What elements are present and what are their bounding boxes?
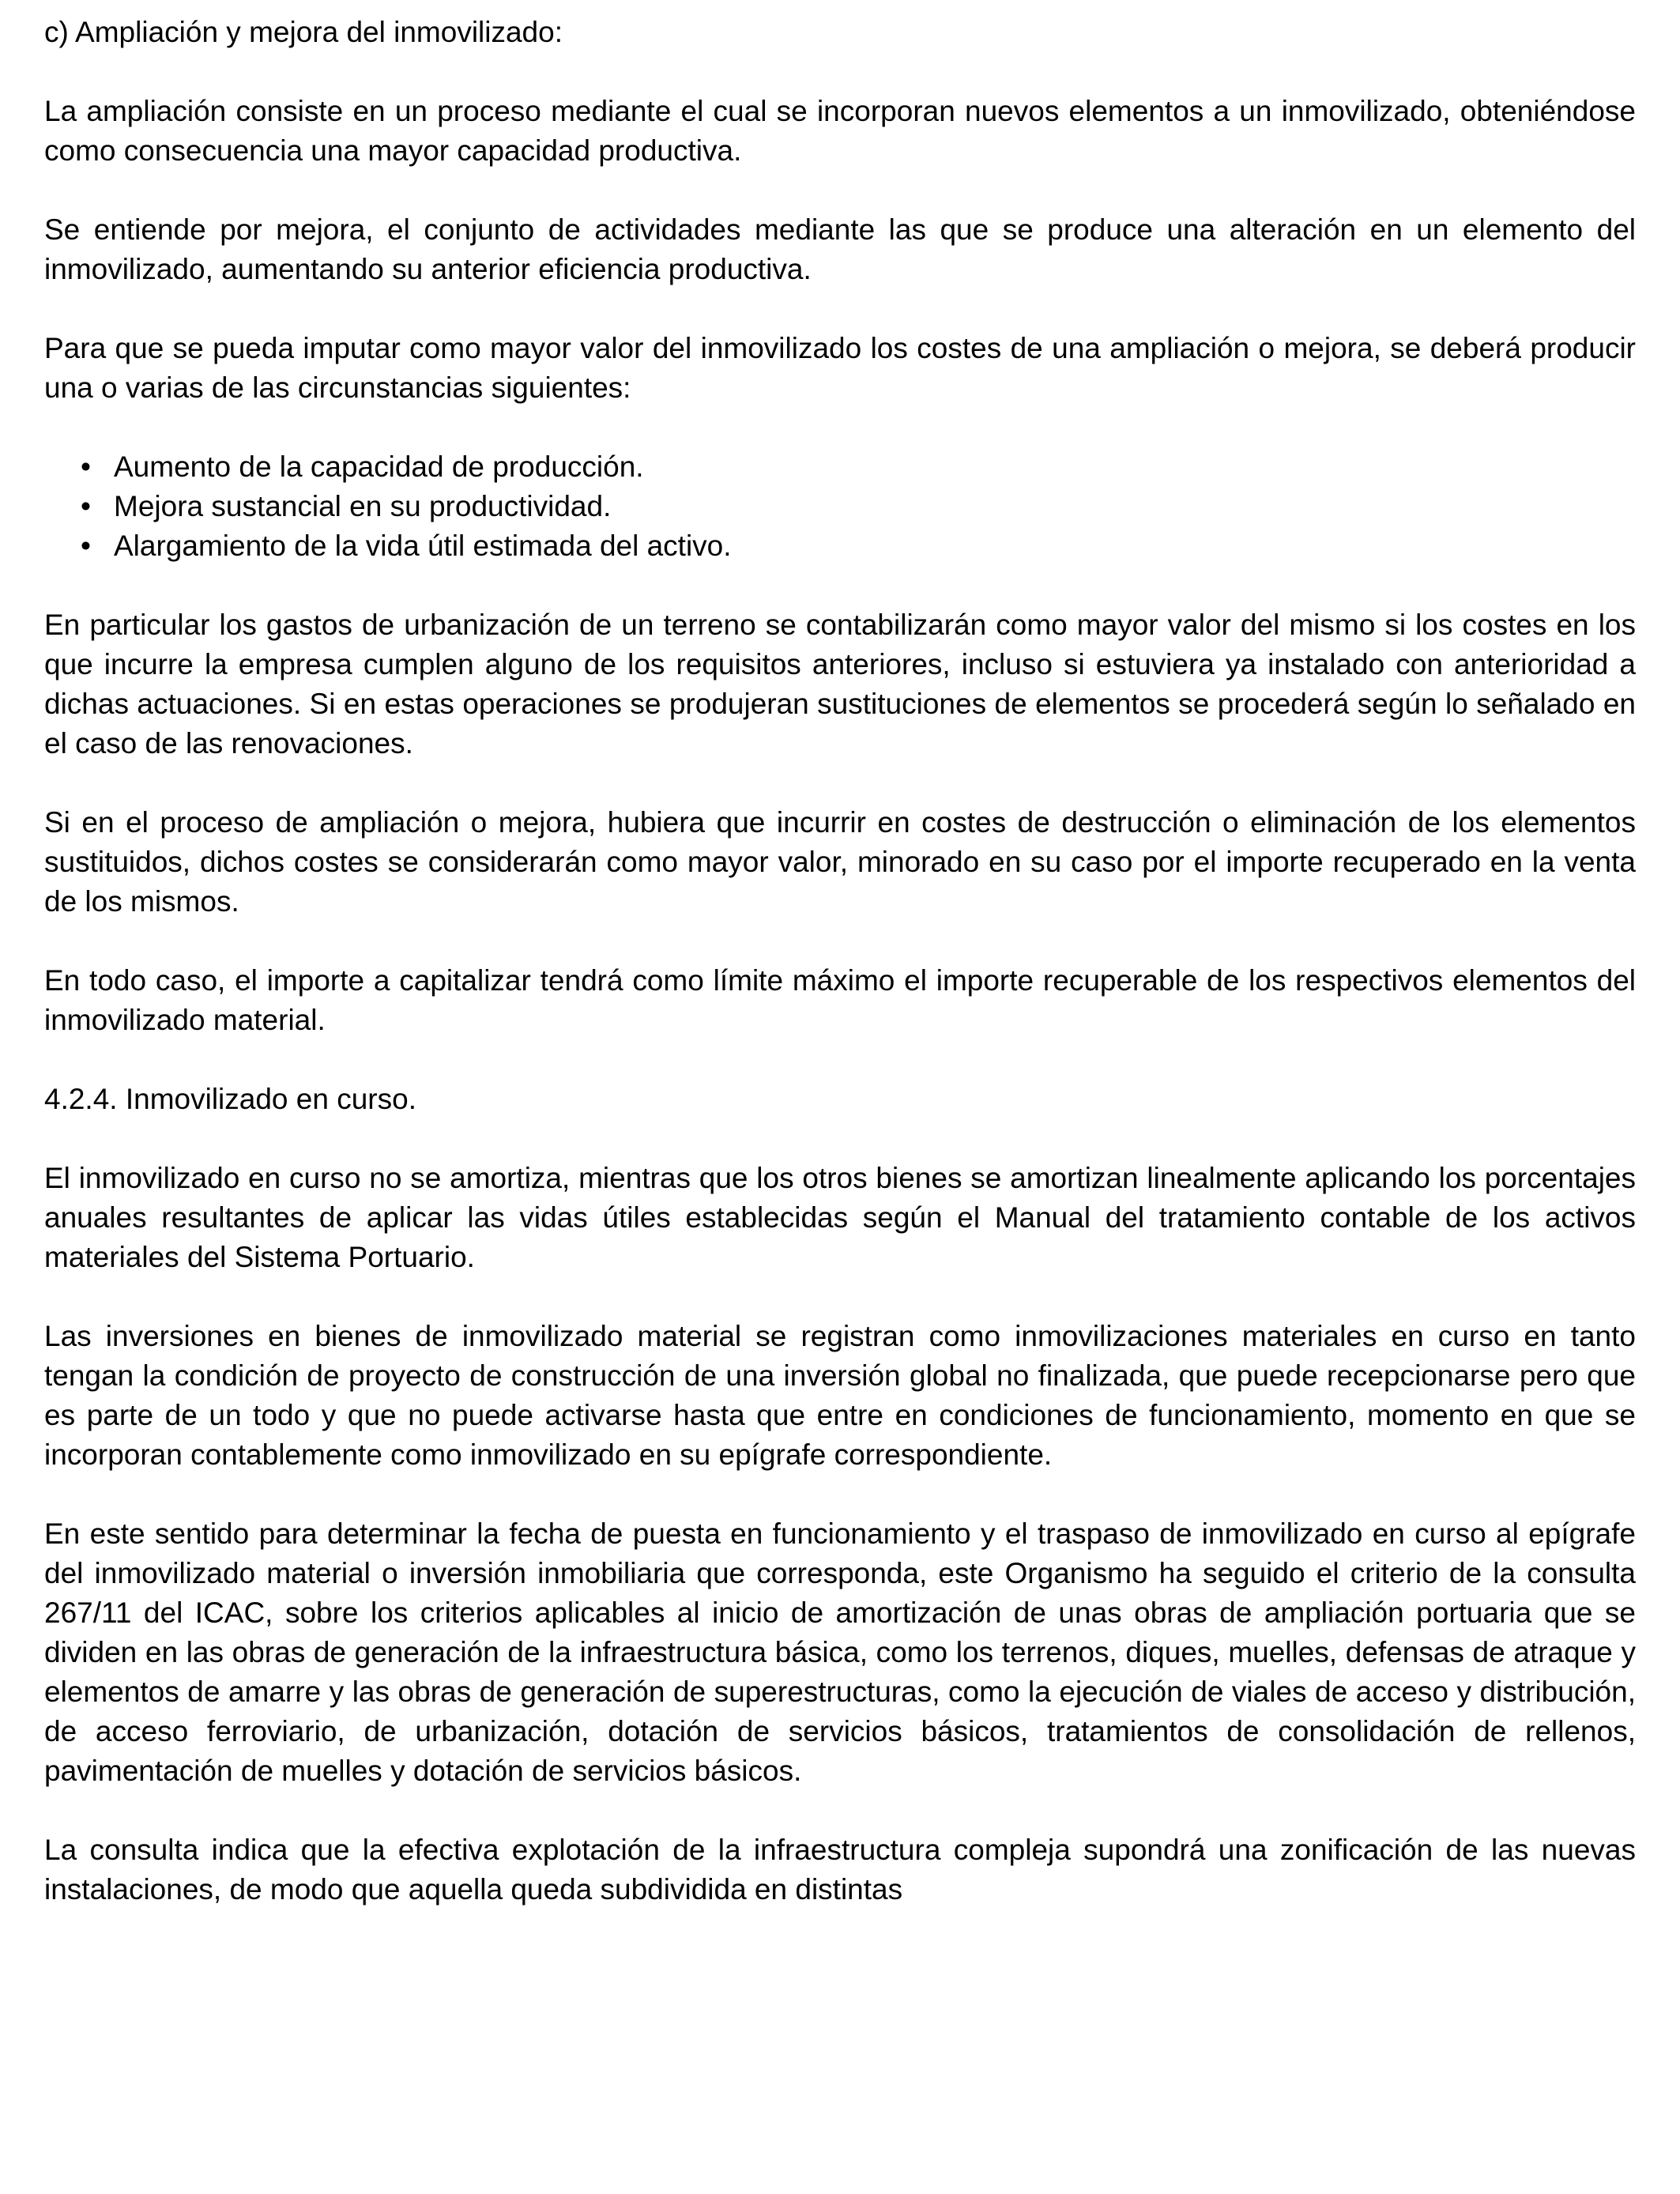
bullet-item-productividad: • Mejora sustancial en su productividad. xyxy=(81,487,1636,526)
paragraph-criterio-icac: En este sentido para determinar la fecha de puesta en funcionamiento y el traspaso de inmovilizado en curso al epígrafe del inmovilizado material o inversión inmobiliaria que corresponda, este Organismo ha seguido el criterio de la consulta 267/11 del ICAC, sobre los criterios aplicables al inicio de amortización de unas obras de ampliación portuaria que se dividen en las obras de generación de la infraestructura básica, como los terrenos, diques, muelles, defensas de atraque y elementos de amarre y las obras de generación de superestructuras, como la ejecución de viales de acceso y distribución, de acceso ferroviario, de urbanización, dotación de servicios básicos, tratamientos de consolidación de rellenos, pavimentación de muelles y dotación de servicios básicos. xyxy=(44,1517,1636,1787)
paragraph-gastos-urbanizacion: En particular los gastos de urbanización de un terreno se contabilizarán como mayor valor del mismo si los costes en los que incurre la empresa cumplen alguno de los requisitos anteriores, incluso si estuviera ya instalado con anterioridad a dichas actuaciones. Si en estas operaciones se produjeran sustituciones de elementos se procederá según lo señalado en el caso de las renovaciones. xyxy=(44,609,1636,760)
section-heading-4-2-4: 4.2.4. Inmovilizado en curso. xyxy=(44,1083,416,1115)
paragraph-no-amortiza: El inmovilizado en curso no se amortiza, mientras que los otros bienes se amortizan linealmente aplicando los porcentajes anuales resultantes de aplicar las vidas útiles establecidas según el Manual del tratamiento contable de los activos materiales del Sistema Portuario. xyxy=(44,1162,1636,1273)
paragraph-inversiones-en-curso: Las inversiones en bienes de inmovilizado material se registran como inmovilizaciones materiales en curso en tanto tengan la condición de proyecto de construcción de una inversión global no finalizada, que puede recepcionarse pero que es parte de un todo y que no puede activarse hasta que entre en condiciones de funcionamiento, momento en que se incorporan contablemente como inmovilizado en su epígrafe correspondiente. xyxy=(44,1320,1636,1471)
paragraph-costes-destruccion: Si en el proceso de ampliación o mejora, hubiera que incurrir en costes de destrucción o eliminación de los elementos sustituidos, dichos costes se considerarán como mayor valor, minorado en su caso por el importe recuperado en la venta de los mismos. xyxy=(44,806,1636,918)
bullet-item-vida-util: • Alargamiento de la vida útil estimada del activo. xyxy=(81,526,1636,566)
paragraph-imputar-mayor-valor: Para que se pueda imputar como mayor valor del inmovilizado los costes de una ampliación o mejora, se deberá producir una o varias de las circunstancias siguientes: xyxy=(44,332,1636,404)
paragraph-limite-capitalizar: En todo caso, el importe a capitalizar tendrá como límite máximo el importe recuperable de los respectivos elementos del inmovilizado material. xyxy=(44,964,1636,1036)
paragraph-mejora-definicion: Se entiende por mejora, el conjunto de actividades mediante las que se produce una alteración en un elemento del inmovilizado, aumentando su anterior eficiencia productiva. xyxy=(44,213,1636,285)
paragraph-consulta-zonificacion: La consulta indica que la efectiva explotación de la infraestructura compleja supondrá una zonificación de las nuevas instalaciones, de modo que aquella queda subdividida en distintas xyxy=(44,1834,1636,1906)
bullet-list-circunstancias xyxy=(44,447,1636,566)
paragraph-ampliacion-definicion: La ampliación consiste en un proceso mediante el cual se incorporan nuevos elementos a un inmovilizado, obteniéndose como consecuencia una mayor capacidad productiva. xyxy=(44,95,1636,167)
bullet-item-capacidad: • Aumento de la capacidad de producción. xyxy=(81,447,1636,487)
subsection-label-c: c) Ampliación y mejora del inmovilizado: xyxy=(44,16,563,48)
